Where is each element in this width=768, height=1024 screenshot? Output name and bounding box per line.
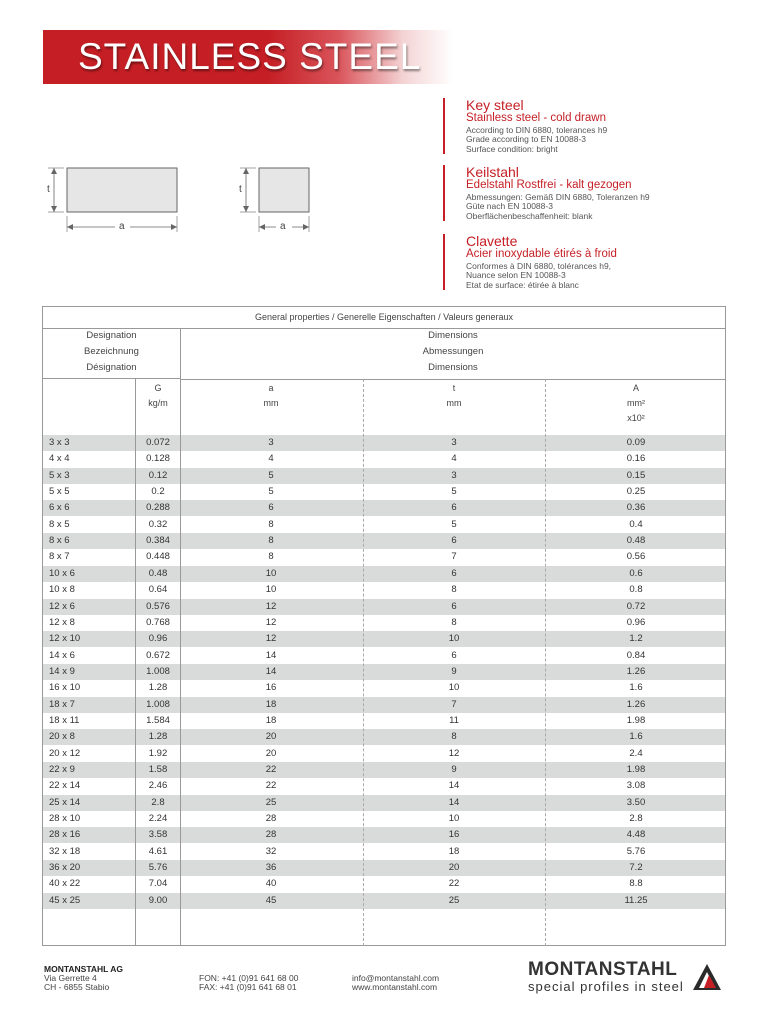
area-cell: 0.25 (626, 486, 646, 498)
column-header-a (226, 381, 316, 411)
width-cell: 18 (265, 714, 277, 726)
column-symbol: t (452, 383, 456, 393)
designation-cell: 8 x 6 (49, 535, 70, 547)
area-cell: 11.25 (624, 894, 648, 906)
thickness-cell: 10 (448, 813, 460, 825)
weight-cell: 2.8 (151, 796, 165, 808)
designation-cell: 14 x 6 (49, 649, 75, 661)
spec-line: Etat de surface: étirée à blanc (466, 279, 579, 290)
thickness-cell: 6 (451, 502, 457, 514)
company-logo (528, 959, 684, 994)
designation-header (43, 328, 181, 379)
table-row (43, 729, 725, 745)
thickness-cell: 6 (451, 649, 457, 661)
width-cell: 3 (268, 437, 274, 448)
designation-cell: 12 x 6 (49, 600, 75, 612)
spec-line: Nuance selon EN 10088-3 (466, 270, 566, 280)
table-row (43, 468, 725, 484)
width-cell: 8 (268, 551, 274, 563)
area-cell: 8.8 (629, 878, 643, 890)
area-cell: 1.6 (629, 731, 643, 743)
thickness-cell: 3 (451, 437, 457, 448)
table-row (43, 664, 725, 680)
width-cell: 32 (265, 845, 277, 857)
thickness-cell: 6 (451, 567, 457, 579)
column-divider (180, 328, 181, 946)
area-cell: 1.26 (626, 698, 646, 710)
table-row (43, 827, 725, 843)
table-row (43, 860, 725, 876)
width-cell: 10 (265, 567, 277, 579)
spec-divider (443, 234, 445, 290)
designation-label: Désignation (86, 362, 137, 373)
area-cell: 1.26 (626, 665, 646, 677)
area-cell: 7.2 (629, 862, 643, 874)
width-cell: 25 (265, 796, 277, 808)
page-title: STAINLESS STEEL (78, 36, 422, 77)
dimension-a-label: a (119, 221, 125, 232)
area-cell: 0.72 (626, 600, 646, 612)
weight-cell: 1.584 (146, 714, 170, 726)
weight-cell: 0.384 (146, 535, 170, 547)
thickness-cell: 4 (451, 453, 457, 465)
spec-divider (443, 98, 445, 154)
column-divider (135, 379, 136, 946)
area-cell: 0.84 (626, 649, 646, 661)
thickness-cell: 8 (451, 731, 457, 743)
thickness-cell: 16 (448, 829, 460, 841)
column-symbol: A (632, 383, 639, 393)
designation-cell: 8 x 5 (49, 518, 70, 530)
weight-cell: 7.04 (148, 878, 168, 890)
table-row (43, 599, 725, 615)
company-name: MONTANSTAHL AG (44, 964, 124, 974)
designation-cell: 25 x 14 (49, 796, 81, 808)
designation-cell: 22 x 14 (49, 780, 81, 792)
area-cell: 0.15 (626, 469, 646, 481)
area-cell: 3.50 (626, 796, 646, 808)
area-cell: 2.8 (629, 813, 643, 825)
spec-french (466, 234, 617, 289)
weight-cell: 0.448 (146, 551, 170, 563)
footer-address (44, 965, 123, 992)
address-line: Via Gerrette 4 (44, 973, 97, 983)
thickness-cell: 25 (448, 894, 460, 906)
width-cell: 12 (265, 633, 277, 645)
spec-german (466, 165, 650, 220)
column-symbol: G (154, 383, 162, 393)
weight-cell: 1.28 (148, 682, 168, 694)
key-rectangle-diagram (40, 160, 190, 240)
spec-title: Keilstahl (466, 164, 519, 180)
weight-cell: 4.61 (148, 845, 168, 857)
designation-cell: 12 x 8 (49, 616, 75, 628)
designation-cell: 4 x 4 (49, 453, 70, 465)
designation-cell: 5 x 3 (49, 469, 70, 481)
weight-cell: 0.2 (151, 486, 165, 498)
designation-cell: 10 x 6 (49, 567, 75, 579)
weight-cell: 0.96 (148, 633, 168, 645)
thickness-cell: 14 (448, 796, 460, 808)
table-row (43, 566, 725, 582)
weight-cell: 0.12 (148, 469, 168, 481)
footer-phone (199, 974, 298, 992)
designation-cell: 20 x 8 (49, 731, 75, 743)
width-cell: 20 (265, 731, 277, 743)
dimensions-label: Dimensions (428, 330, 478, 341)
spec-line: According to DIN 6880, tolerances h9 (466, 124, 608, 135)
width-cell: 22 (265, 780, 277, 792)
table-row (43, 631, 725, 647)
area-cell: 1.6 (629, 682, 643, 694)
footer-contact (352, 974, 439, 992)
table-row (43, 876, 725, 892)
table-row (43, 435, 725, 451)
weight-cell: 1.92 (148, 747, 168, 759)
thickness-cell: 5 (451, 486, 457, 498)
area-cell: 0.96 (626, 616, 646, 628)
width-cell: 22 (265, 764, 277, 775)
table-row (43, 844, 725, 860)
thickness-cell: 22 (448, 878, 460, 890)
width-cell: 10 (265, 584, 277, 596)
thickness-cell: 7 (451, 698, 457, 710)
thickness-cell: 8 (451, 616, 457, 628)
table-row (43, 795, 725, 811)
weight-cell: 1.008 (146, 698, 170, 710)
table-row (43, 893, 725, 909)
thickness-cell: 18 (448, 845, 460, 857)
email-link[interactable]: info@montanstahl.com (352, 973, 440, 983)
designation-cell: 45 x 25 (49, 894, 81, 906)
table-row-spacer (43, 909, 725, 925)
spec-line: Conformes à DIN 6880, tolérances h9, (466, 260, 612, 271)
thickness-cell: 10 (448, 682, 460, 694)
designation-cell: 36 x 20 (49, 862, 81, 874)
width-cell: 20 (265, 747, 277, 759)
width-cell: 45 (265, 894, 277, 906)
designation-cell: 6 x 6 (49, 502, 70, 514)
weight-cell: 1.008 (146, 665, 170, 677)
weight-cell: 0.288 (146, 502, 170, 514)
logo-tagline: special profiles in steel (528, 979, 684, 994)
logo-mark-icon (692, 962, 722, 992)
area-cell: 4.48 (626, 829, 646, 841)
table-row (43, 680, 725, 696)
designation-label: Designation (86, 330, 137, 341)
weight-cell: 3.58 (148, 829, 168, 841)
area-cell: 3.08 (626, 780, 646, 792)
weight-cell: 9.00 (148, 894, 168, 906)
fax-number: FAX: +41 (0)91 641 68 01 (199, 982, 297, 992)
width-cell: 14 (265, 649, 277, 661)
area-cell: 2.4 (629, 747, 643, 759)
width-cell: 14 (265, 665, 277, 677)
thickness-cell: 3 (451, 469, 457, 481)
area-cell: 1.2 (629, 633, 643, 645)
area-cell: 0.16 (626, 453, 646, 465)
table-row (43, 484, 725, 500)
thickness-cell: 6 (451, 535, 457, 547)
table-row (43, 533, 725, 549)
address-line: CH - 6855 Stabio (44, 982, 110, 992)
spec-line: Grade according to EN 10088-3 (466, 134, 587, 144)
designation-cell: 3 x 3 (49, 437, 70, 448)
thickness-cell: 5 (451, 518, 457, 530)
logo-name: MONTANSTAHL (528, 959, 678, 980)
designation-cell: 10 x 8 (49, 584, 75, 596)
area-cell: 1.98 (626, 714, 646, 726)
area-cell: 0.6 (629, 567, 643, 579)
weight-cell: 5.76 (148, 862, 168, 874)
area-cell: 1.98 (626, 764, 646, 775)
phone-number: FON: +41 (0)91 641 68 00 (199, 973, 299, 983)
column-unit: mm² (627, 398, 645, 408)
designation-cell: 18 x 11 (49, 714, 80, 726)
table-row (43, 713, 725, 729)
weight-cell: 0.128 (146, 453, 170, 465)
designation-cell: 8 x 7 (49, 551, 70, 563)
dimensions-header (181, 328, 725, 380)
column-unit: mm (446, 398, 462, 408)
properties-table (42, 306, 726, 946)
dimension-t-label: t (239, 184, 242, 195)
thickness-cell: 12 (448, 747, 460, 759)
weight-cell: 0.576 (146, 600, 170, 612)
weight-cell: 0.072 (146, 437, 170, 448)
weight-cell: 0.32 (148, 518, 168, 530)
website-link[interactable]: www.montanstahl.com (352, 982, 438, 992)
designation-cell: 18 x 7 (49, 698, 75, 710)
column-factor: x10² (627, 413, 645, 423)
area-cell: 0.36 (626, 502, 646, 514)
width-cell: 36 (265, 862, 277, 874)
width-cell: 8 (268, 535, 274, 547)
dimensions-label: Abmessungen (422, 346, 484, 357)
thickness-cell: 20 (448, 862, 460, 874)
weight-cell: 0.64 (148, 584, 168, 596)
spec-subtitle: Acier inoxydable étirés à froid (466, 248, 617, 260)
width-cell: 28 (265, 813, 277, 825)
column-unit: mm (263, 398, 279, 408)
thickness-cell: 9 (451, 665, 457, 677)
thickness-cell: 6 (451, 600, 457, 612)
spec-divider (443, 165, 445, 221)
general-properties-header: General properties / Generelle Eigenschaften / Valeurs generaux (43, 307, 725, 329)
spec-line: Surface condition: bright (466, 143, 558, 154)
width-cell: 5 (268, 486, 274, 498)
table-row (43, 697, 725, 713)
designation-cell: 12 x 10 (49, 633, 81, 645)
designation-cell: 32 x 18 (49, 845, 81, 857)
width-cell: 28 (265, 829, 277, 841)
table-row (43, 500, 725, 516)
designation-cell: 5 x 5 (49, 486, 70, 498)
area-cell: 0.56 (626, 551, 646, 563)
area-cell: 0.48 (626, 535, 646, 547)
spec-line: Güte nach EN 10088-3 (466, 201, 553, 211)
table-row (43, 811, 725, 827)
weight-cell: 0.672 (146, 649, 170, 661)
key-square-diagram (232, 160, 322, 240)
table-row (43, 762, 725, 778)
weight-cell: 0.768 (146, 616, 170, 628)
column-symbol: a (268, 383, 274, 393)
dimensions-label: Dimensions (428, 362, 478, 373)
width-cell: 12 (265, 600, 277, 612)
weight-cell: 2.24 (148, 813, 168, 825)
weight-cell: 1.28 (148, 731, 168, 743)
thickness-cell: 9 (451, 764, 457, 775)
table-row (43, 549, 725, 565)
dimension-t-label: t (47, 184, 50, 195)
area-cell: 0.4 (629, 518, 643, 530)
column-header-t (409, 381, 499, 411)
spec-title: Key steel (466, 97, 524, 113)
table-row (43, 582, 725, 598)
designation-cell: 20 x 12 (49, 747, 81, 759)
table-row (43, 648, 725, 664)
designation-cell: 40 x 22 (49, 878, 81, 890)
designation-cell: 22 x 9 (49, 764, 75, 775)
designation-cell: 16 x 10 (49, 682, 81, 694)
designation-cell: 28 x 16 (49, 829, 81, 841)
width-cell: 5 (268, 469, 274, 481)
table-row (43, 451, 725, 467)
weight-cell: 1.58 (148, 764, 168, 775)
thickness-cell: 7 (451, 551, 457, 563)
area-cell: 0.8 (629, 584, 643, 596)
width-cell: 4 (268, 453, 274, 465)
weight-cell: 0.48 (148, 567, 168, 579)
width-cell: 18 (265, 698, 277, 710)
column-header-g (135, 381, 181, 411)
spec-subtitle: Edelstahl Rostfrei - kalt gezogen (466, 179, 632, 191)
width-cell: 8 (268, 518, 274, 530)
weight-cell: 2.46 (148, 780, 168, 792)
designation-cell: 28 x 10 (49, 813, 81, 825)
table-row (43, 778, 725, 794)
width-cell: 6 (268, 502, 274, 514)
thickness-cell: 14 (448, 780, 460, 792)
thickness-cell: 8 (451, 584, 457, 596)
spec-line: Abmessungen: Gemäß DIN 6880, Toleranzen h9 (466, 191, 650, 202)
thickness-cell: 10 (448, 633, 460, 645)
designation-cell: 14 x 9 (49, 665, 75, 677)
width-cell: 12 (265, 616, 277, 628)
column-unit: kg/m (148, 398, 168, 408)
spec-english (466, 98, 607, 153)
table-row (43, 746, 725, 762)
spec-line: Oberflächenbeschaffenheit: blank (466, 210, 593, 221)
area-cell: 0.09 (626, 437, 646, 448)
width-cell: 16 (265, 682, 277, 694)
dimension-a-label: a (280, 221, 286, 232)
spec-subtitle: Stainless steel - cold drawn (466, 112, 606, 124)
width-cell: 40 (265, 878, 277, 890)
table-row-spacer (43, 419, 725, 435)
table-row (43, 517, 725, 533)
column-divider (545, 379, 546, 946)
table-row (43, 615, 725, 631)
area-cell: 5.76 (626, 845, 646, 857)
thickness-cell: 11 (449, 714, 459, 726)
column-divider (363, 379, 364, 946)
spec-title: Clavette (466, 233, 518, 249)
designation-label: Bezeichnung (84, 346, 139, 357)
